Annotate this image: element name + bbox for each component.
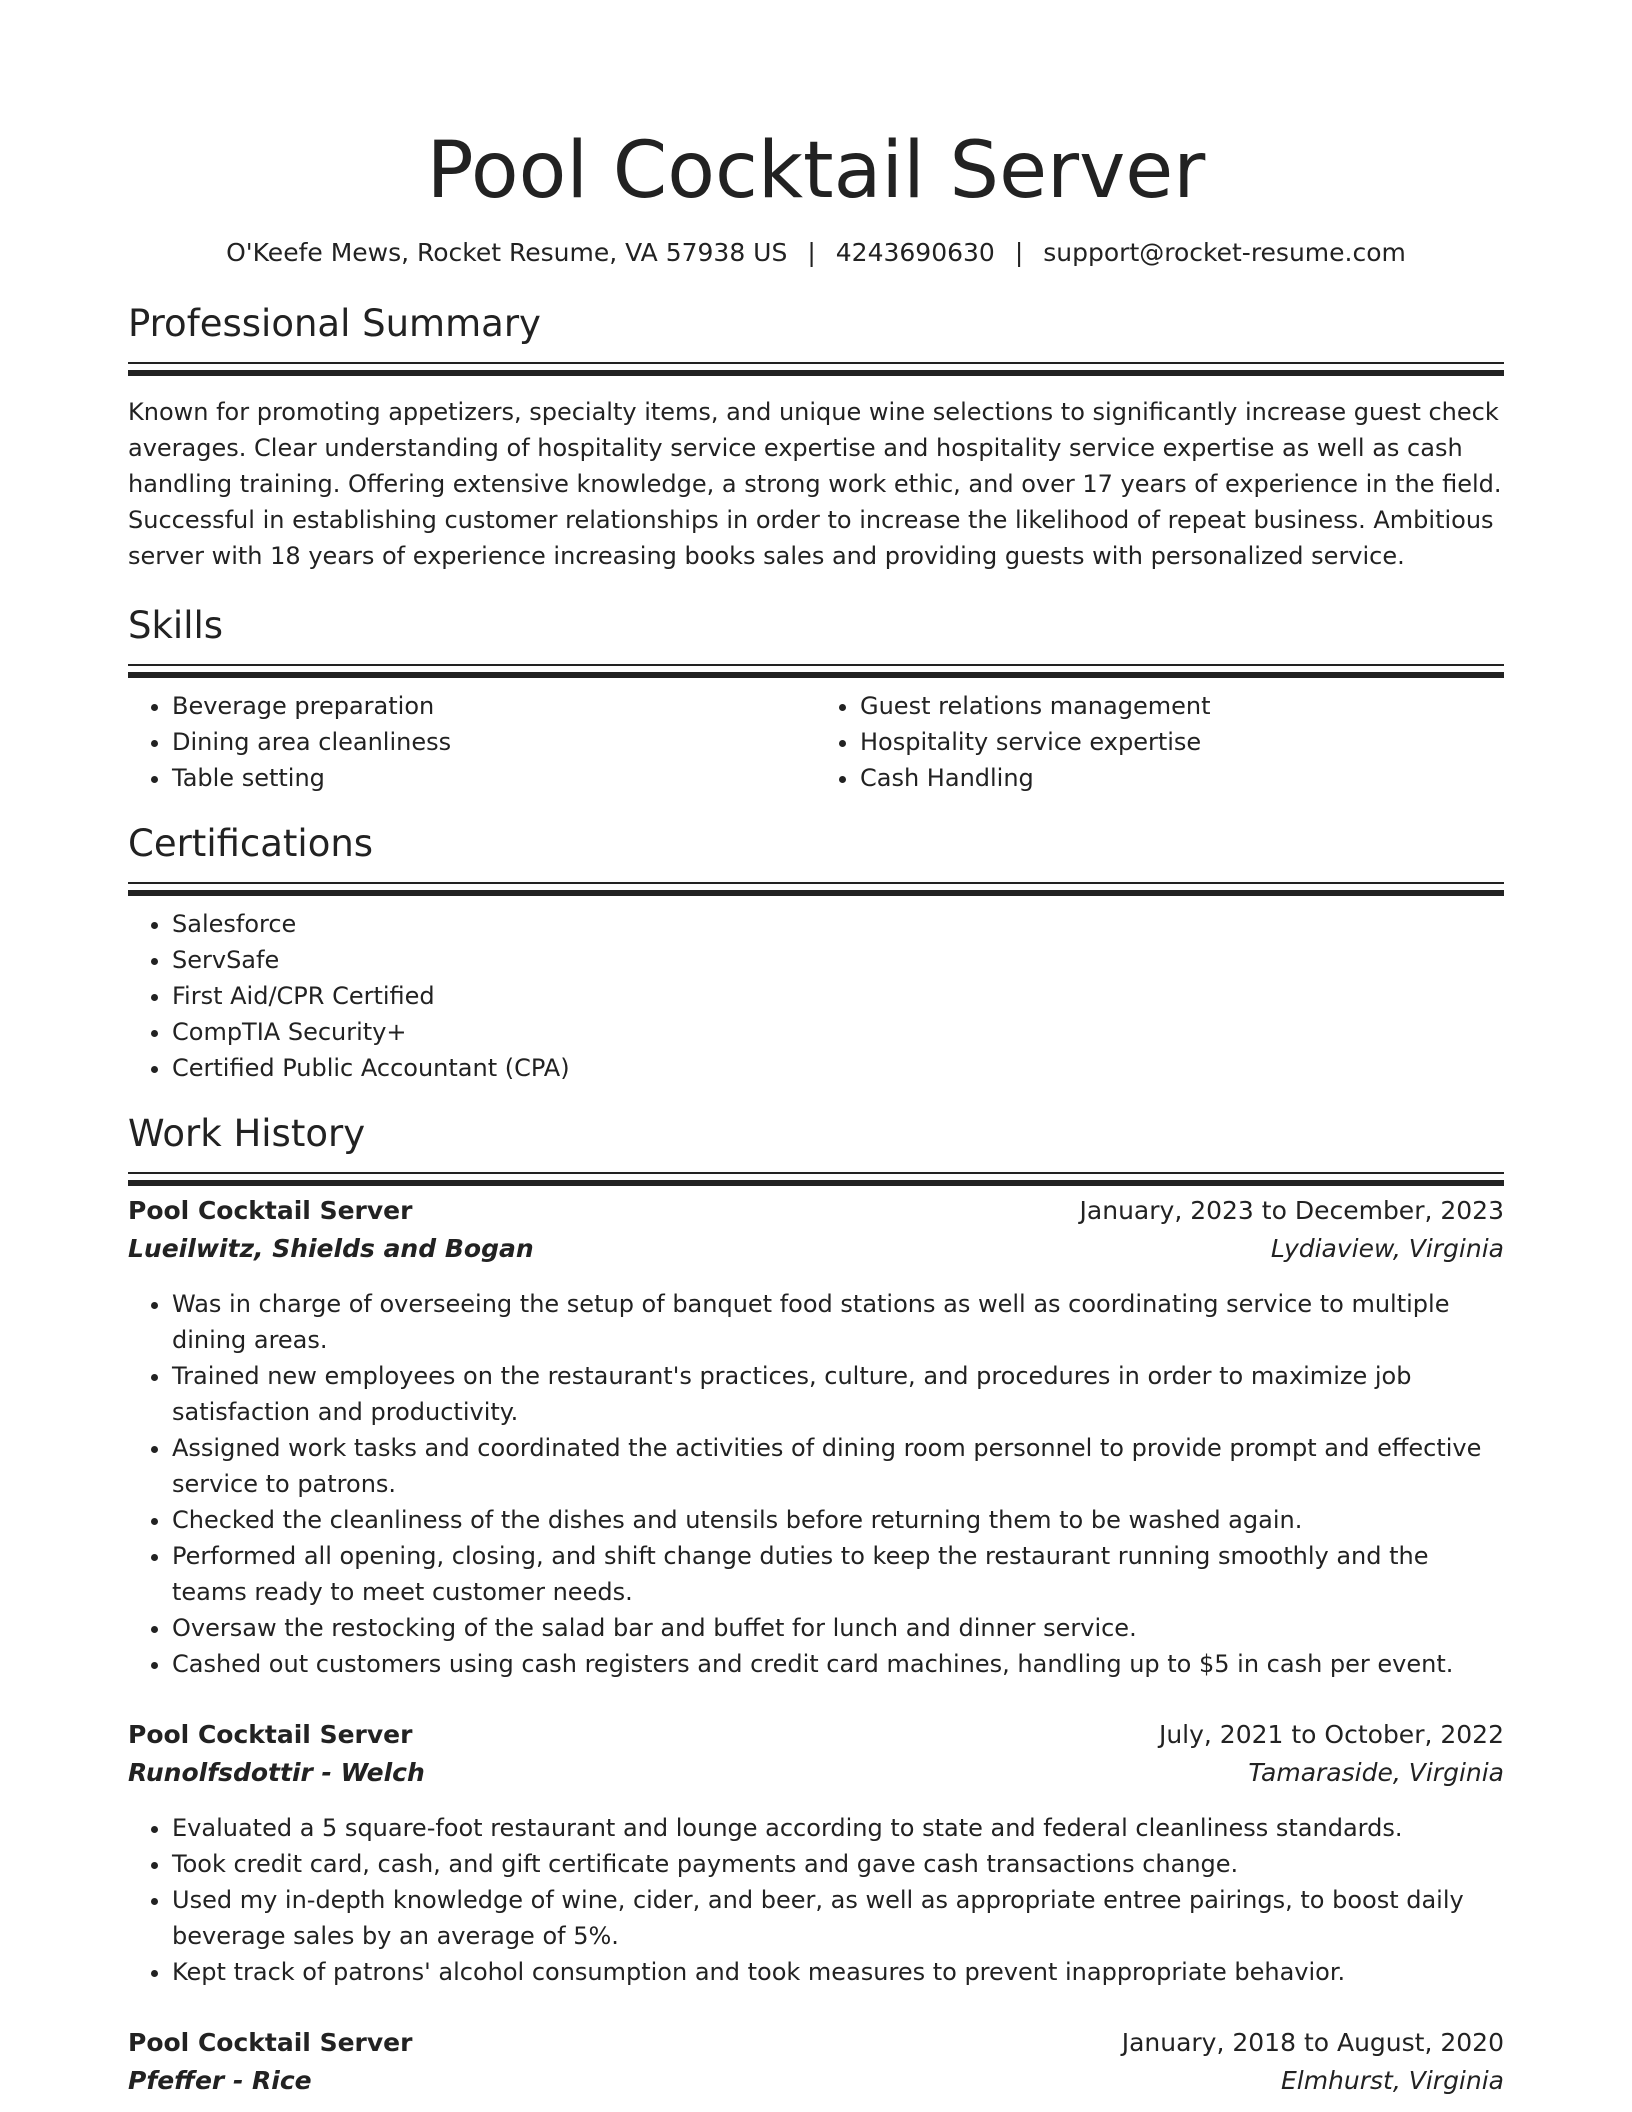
skill-item: • Hospitality service expertise bbox=[860, 724, 1504, 760]
job-company: Lueilwitz, Shields and Bogan bbox=[128, 1234, 534, 1263]
job-title: Pool Cocktail Server bbox=[128, 1720, 413, 1749]
job-company-row bbox=[128, 1754, 1504, 1792]
section-divider bbox=[128, 362, 1504, 364]
job-bullet: • Oversaw the restocking of the salad bar and buffet for lunch and dinner service. bbox=[172, 1610, 1504, 1646]
section-divider bbox=[128, 1172, 1504, 1174]
certification-item: • ServSafe bbox=[172, 942, 1504, 978]
job-bullet: • Cashed out customers using cash registers and credit card machines, handling up to $5 in cash per event. bbox=[172, 1646, 1504, 1682]
job-dates: January, 2023 to December, 2023 bbox=[1079, 1196, 1504, 1225]
skill-item: • Cash Handling bbox=[860, 760, 1504, 796]
job-bullet: • Kept track of patrons' alcohol consumption and took measures to prevent inappropriate behavior. bbox=[172, 1954, 1504, 1990]
contact-line bbox=[128, 235, 1504, 271]
contact-separator: | bbox=[807, 238, 816, 267]
job-entry bbox=[128, 1716, 1504, 1990]
certification-item: • Certified Public Accountant (CPA) bbox=[172, 1050, 1504, 1086]
job-header-row bbox=[128, 1192, 1504, 1230]
work-history-section bbox=[128, 1110, 1504, 2100]
certification-item: • First Aid/CPR Certified bbox=[172, 978, 1504, 1014]
skills-section bbox=[128, 602, 1504, 796]
contact-email: support@rocket-resume.com bbox=[1043, 238, 1406, 267]
section-heading: Certifications bbox=[128, 822, 374, 865]
job-bullet: • Assigned work tasks and coordinated the activities of dining room personnel to provide prompt and effective service to patrons. bbox=[172, 1430, 1504, 1502]
contact-separator: | bbox=[1014, 238, 1024, 267]
job-bullet: • Took credit card, cash, and gift certificate payments and gave cash transactions change. bbox=[172, 1846, 1504, 1882]
job-entry bbox=[128, 2024, 1504, 2100]
job-company: Runolfsdottir - Welch bbox=[128, 1758, 425, 1787]
resume-title: Pool Cocktail Server bbox=[426, 126, 1206, 216]
job-location: Tamaraside, Virginia bbox=[1248, 1758, 1504, 1787]
job-company-row bbox=[128, 2062, 1504, 2100]
job-bullet: • Used my in-depth knowledge of wine, cider, and beer, as well as appropriate entree pairings, to boost daily beverage sales by an average of 5%. bbox=[172, 1882, 1504, 1954]
skill-item: • Dining area cleanliness bbox=[172, 724, 816, 760]
section-divider bbox=[128, 664, 1504, 666]
job-header-row bbox=[128, 1716, 1504, 1754]
job-header-row bbox=[128, 2024, 1504, 2062]
job-company-row bbox=[128, 1230, 1504, 1268]
job-bullet: • Evaluated a 5 square-foot restaurant and lounge according to state and federal cleanliness standards. bbox=[172, 1810, 1504, 1846]
job-bullet: • Checked the cleanliness of the dishes and utensils before returning them to be washed again. bbox=[172, 1502, 1504, 1538]
certification-item: • CompTIA Security+ bbox=[172, 1014, 1504, 1050]
job-bullet: • Trained new employees on the restaurant's practices, culture, and procedures in order to maximize job satisfaction and productivity. bbox=[172, 1358, 1504, 1430]
skill-item: • Table setting bbox=[172, 760, 816, 796]
contact-address: O'Keefe Mews, Rocket Resume, VA 57938 US bbox=[226, 238, 788, 267]
job-location: Lydiaview, Virginia bbox=[1270, 1234, 1504, 1263]
contact-phone: 4243690630 bbox=[835, 238, 995, 267]
job-title: Pool Cocktail Server bbox=[128, 1196, 413, 1225]
summary-text: Known for promoting appetizers, specialty items, and unique wine selections to significantly increase guest check averages. Clear understanding of hospitality service expertise and hospitality service expertise as well as cash handling training. Offering extensive knowledge, a strong work ethic, and over 17 years of experience in the field. Successful in establishing customer relationships in order to increase the likelihood of repeat business. Ambitious server with 18 years of experience increasing books sales and providing guests with personalized service. bbox=[128, 398, 1502, 570]
section-heading: Work History bbox=[128, 1112, 366, 1155]
job-bullet: • Was in charge of overseeing the setup of banquet food stations as well as coordinating service to multiple dining areas. bbox=[172, 1286, 1504, 1358]
skills-columns bbox=[128, 688, 1504, 796]
job-bullet: • Performed all opening, closing, and shift change duties to keep the restaurant running smoothly and the teams ready to meet customer needs. bbox=[172, 1538, 1504, 1610]
certifications-list bbox=[128, 906, 1504, 1086]
section-heading: Skills bbox=[128, 604, 224, 647]
job-bullets bbox=[128, 1286, 1504, 1682]
job-entry bbox=[128, 1192, 1504, 1682]
skill-item: • Beverage preparation bbox=[172, 688, 816, 724]
job-dates: January, 2018 to August, 2020 bbox=[1121, 2028, 1504, 2057]
job-bullets bbox=[128, 1810, 1504, 1990]
certifications-section bbox=[128, 820, 1504, 1086]
skills-list-left bbox=[128, 688, 816, 796]
job-dates: July, 2021 to October, 2022 bbox=[1158, 1720, 1504, 1749]
skills-list-right bbox=[816, 688, 1504, 796]
skill-item: • Guest relations management bbox=[860, 688, 1504, 724]
section-divider bbox=[128, 882, 1504, 884]
professional-summary-section bbox=[128, 300, 1504, 574]
job-location: Elmhurst, Virginia bbox=[1280, 2066, 1504, 2095]
section-heading: Professional Summary bbox=[128, 302, 541, 345]
job-company: Pfeffer - Rice bbox=[128, 2066, 312, 2095]
certification-item: • Salesforce bbox=[172, 906, 1504, 942]
resume-page bbox=[128, 0, 1504, 2100]
job-title: Pool Cocktail Server bbox=[128, 2028, 413, 2057]
